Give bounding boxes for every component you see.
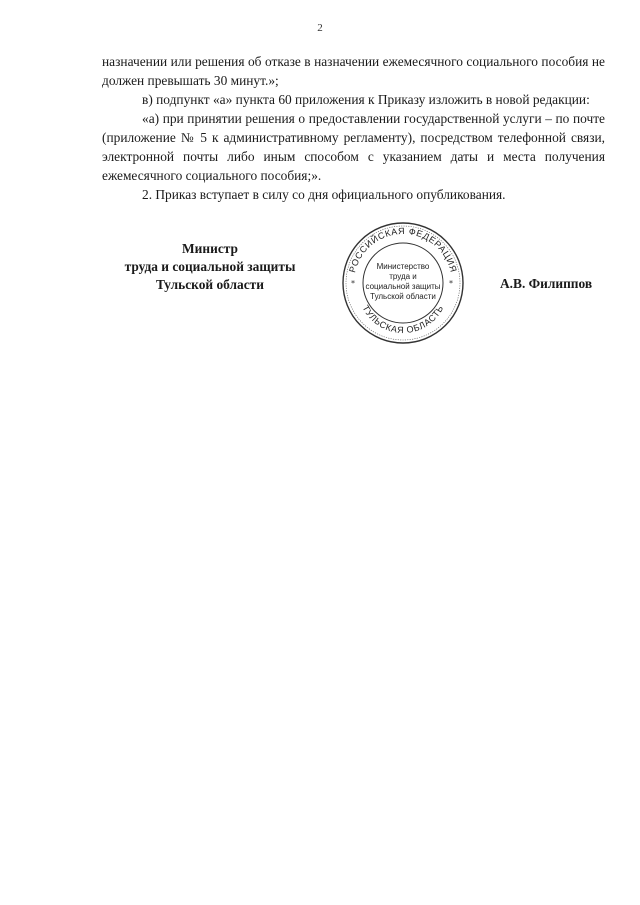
paragraph-effective: 2. Приказ вступает в силу со дня официального опубликования. xyxy=(142,187,506,202)
signatory-title-line: Тульской области xyxy=(156,277,264,292)
svg-text:*: * xyxy=(351,279,355,288)
signatory-name: А.В. Филиппов xyxy=(500,276,593,291)
page-number: 2 xyxy=(317,22,323,34)
seal-inner-line: Тульской области xyxy=(370,292,436,301)
official-seal xyxy=(340,220,466,346)
seal-bottom-text: ТУЛЬСКАЯ ОБЛАСТЬ xyxy=(360,303,446,336)
seal-inner-line: социальной защиты xyxy=(365,282,441,291)
svg-text:ТУЛЬСКАЯ ОБЛАСТЬ xyxy=(361,303,446,335)
signatory-title-line: труда и социальной защиты xyxy=(124,259,296,274)
seal-inner-line: труда и xyxy=(389,272,417,281)
svg-text:*: * xyxy=(449,279,453,288)
paragraph-quote-a: «а) при принятии решения о предоставлении государственной услуги – по почте (приложение № 5 к административному регламенту), посредством телефонной связи, электронной почты либо иным способом с указанием даты и места получения ежемесячного социального пособия;». xyxy=(102,111,605,183)
signatory-title-line: Министр xyxy=(182,241,238,256)
seal-center-text xyxy=(360,262,446,302)
document-body xyxy=(102,52,605,204)
seal-inner-line: Министерство xyxy=(376,262,430,271)
seal-top-text: РОССИЙСКАЯ ФЕДЕРАЦИЯ xyxy=(347,225,459,274)
paragraph-continuation: назначении или решения об отказе в назначении ежемесячного социального пособия не должен превышать 30 минут.»; xyxy=(102,54,605,88)
paragraph-subitem-v: в) подпункт «а» пункта 60 приложения к Приказу изложить в новой редакции: xyxy=(142,92,590,107)
signatory-title xyxy=(105,240,315,294)
